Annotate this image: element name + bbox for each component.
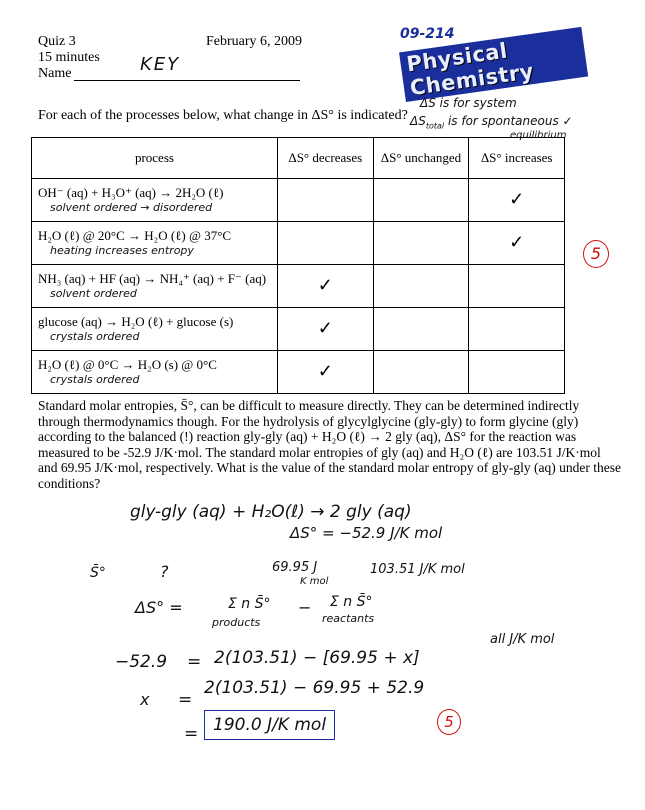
cell-unchanged: [373, 179, 469, 222]
cell-unchanged: [373, 265, 469, 308]
work-formula-lhs: ΔS° =: [135, 598, 183, 617]
work-line1-rhs: 2(103.51) − [69.95 + x]: [214, 648, 420, 668]
process-note: solvent ordered: [50, 287, 137, 300]
work-line1-lhs: −52.9: [115, 652, 168, 672]
table-row: [32, 222, 565, 265]
work-formula-sum1: Σ n S̄°: [228, 596, 271, 612]
work-delta-s: ΔS° = −52.9 J/K mol: [290, 524, 443, 542]
col-unchanged: ΔS° unchanged: [373, 138, 469, 179]
name-label: Name: [38, 66, 72, 81]
cell-increases: [469, 265, 565, 308]
work-s-label: S̄°: [90, 565, 106, 581]
cell-increases: [469, 222, 565, 265]
table-row: [32, 179, 565, 222]
cell-increases: [469, 308, 565, 351]
table-row: [32, 308, 565, 351]
check-mark: ✓: [317, 361, 333, 381]
side-note-system: ΔS is for system: [420, 96, 517, 110]
work-s-glygly: ?: [160, 562, 169, 581]
work-units-note: all J/K mol: [490, 632, 555, 647]
cell-unchanged: [373, 351, 469, 394]
work-formula-sum2: Σ n S̄°: [330, 594, 373, 610]
col-decreases: ΔS° decreases: [277, 138, 373, 179]
cell-decreases: [277, 265, 373, 308]
side-note-total-rest: is for spontaneous ✓: [444, 114, 573, 128]
work-formula-minus: −: [298, 598, 312, 617]
final-answer-box: 190.0 J/K mol: [204, 710, 335, 740]
process-text: NH₃ (aq) + HF (aq) → NH₄⁺ (aq) + F⁻ (aq): [38, 271, 267, 286]
score-circle-q1: 5: [583, 240, 609, 268]
question2-text: Standard molar entropies, S̄°, can be difficult to measure directly. They can be determined indirectly through thermodynamics though. For the hydrolysis of glycylglycine (gly-gly) to form glycine (gly) according to the balanced (!) reaction gly-gly (aq) + H₂O (ℓ) → 2 gly (aq), ΔS° for the reaction was measured to be -52.9 J/K·mol. The standard molar entropies of gly (aq) and H₂O (ℓ) are 103.51 J/K·mol and 69.95 J/K·mol, respectively. What is the value of the standard molar entropy of gly-gly (aq) under these conditions?: [38, 398, 621, 491]
work-s-water-unit: K mol: [300, 576, 329, 587]
course-title: Physical Chemistry: [399, 27, 588, 102]
col-increases: ΔS° increases: [469, 138, 565, 179]
score-circle-q2: 5: [437, 709, 461, 735]
work-line2-rhs: 2(103.51) − 69.95 + 52.9: [204, 678, 425, 698]
check-mark: ✓: [509, 232, 525, 252]
process-text: H₂O (ℓ) @ 20°C → H₂O (ℓ) @ 37°C: [38, 228, 232, 243]
cell-increases: [469, 351, 565, 394]
process-note: crystals ordered: [50, 373, 140, 386]
side-note-total-symbol: ΔS: [410, 114, 426, 128]
cell-decreases: [277, 351, 373, 394]
process-text: glucose (aq) → H₂O (ℓ) + glucose (s): [38, 314, 234, 329]
work-reaction: gly-gly (aq) + H₂O(ℓ) → 2 gly (aq): [130, 502, 412, 522]
process-note: crystals ordered: [50, 330, 140, 343]
cell-decreases: [277, 308, 373, 351]
process-note: heating increases entropy: [50, 244, 194, 257]
quiz-title: Quiz 3: [38, 34, 76, 49]
course-number: 09-214: [400, 26, 455, 42]
course-logo: [400, 26, 590, 101]
work-line2-eq: =: [178, 690, 193, 710]
name-value: KEY: [140, 54, 181, 75]
process-text: OH⁻ (aq) + H₃O⁺ (aq) → 2H₂O (ℓ): [38, 185, 224, 200]
process-note: solvent ordered → disordered: [50, 201, 213, 214]
cell-unchanged: [373, 308, 469, 351]
question1-prompt: For each of the processes below, what change in ΔS° is indicated?: [38, 108, 408, 123]
cell-decreases: [277, 222, 373, 265]
table-row: [32, 265, 565, 308]
work-s-gly: 103.51 J/K mol: [370, 562, 465, 577]
table-header-row: [32, 138, 565, 179]
side-note-total: [410, 114, 573, 130]
quiz-duration: 15 minutes: [38, 50, 100, 65]
cell-decreases: [277, 179, 373, 222]
col-process: process: [32, 138, 278, 179]
table-row: [32, 351, 565, 394]
entropy-table: [31, 137, 565, 394]
work-line1-eq: =: [187, 652, 202, 672]
cell-increases: [469, 179, 565, 222]
work-formula-products: products: [212, 616, 261, 629]
process-text: H₂O (ℓ) @ 0°C → H₂O (s) @ 0°C: [38, 357, 217, 372]
cell-unchanged: [373, 222, 469, 265]
work-s-water: 69.95 J: [272, 560, 318, 575]
check-mark: ✓: [509, 189, 525, 209]
check-mark: ✓: [317, 318, 333, 338]
work-line3-eq: =: [184, 724, 199, 744]
work-line2-lhs: x: [140, 690, 150, 709]
check-mark: ✓: [317, 275, 333, 295]
side-note-total-sub: total: [425, 121, 445, 131]
name-underline: [74, 80, 300, 81]
work-formula-reactants: reactants: [322, 612, 375, 625]
quiz-date: February 6, 2009: [206, 34, 303, 49]
side-note-equilibrium: equilibrium: [510, 130, 567, 141]
